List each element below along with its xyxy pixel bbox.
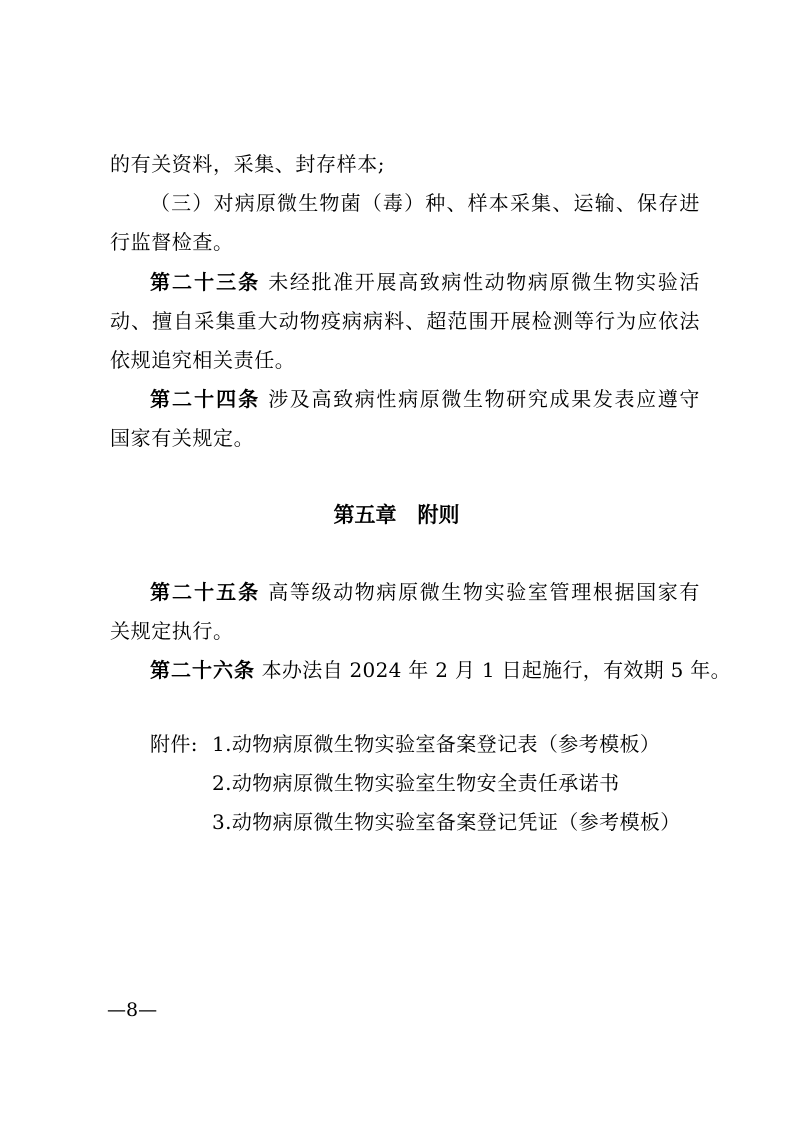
continuation-line: 的有关资料，采集、封存样本; [110,152,386,176]
article-23-title: 第二十三条 [150,270,261,294]
article-23-line-3: 依规追究相关责任。 [110,348,296,372]
attachment-item-1: 1.动物病原微生物实验室备案登记表（参考模板） [212,732,661,756]
article-26-text-1: 本办法自 2024 年 2 月 1 日起施行，有效期 5 年。 [261,658,731,682]
item-three-line-1: （三）对病原微生物菌（毒）种、样本采集、运输、保存进 [150,191,700,215]
article-23-line-1 [150,266,700,298]
article-26-title: 第二十六条 [150,658,255,682]
article-25-line-2: 关规定执行。 [110,619,234,643]
article-25-text-1: 高等级动物病原微生物实验室管理根据国家有 [268,580,701,604]
article-24-text-1: 涉及高致病性病原微生物研究成果发表应遵守 [268,387,701,411]
article-24-line-1 [150,383,700,415]
article-23-text-1: 未经批准开展高致病性动物病原微生物实验活 [268,270,701,294]
attachment-item-2: 2.动物病原微生物实验室生物安全责任承诺书 [212,771,620,795]
item-three-line-2: 行监督检查。 [110,230,234,254]
article-24-title: 第二十四条 [150,387,261,411]
attachments-label: 附件: [150,732,198,756]
article-25-line-1 [150,576,700,608]
article-25-title: 第二十五条 [150,580,261,604]
article-26-line-1 [150,654,731,686]
article-24-line-2: 国家有关规定。 [110,426,255,450]
page-number: —8— [107,999,158,1021]
attachment-item-3: 3.动物病原微生物实验室备案登记凭证（参考模板） [212,810,681,834]
chapter-title: 第五章 附则 [333,503,460,527]
article-23-line-2: 动、擅自采集重大动物疫病病料、超范围开展检测等行为应依法 [110,309,700,333]
